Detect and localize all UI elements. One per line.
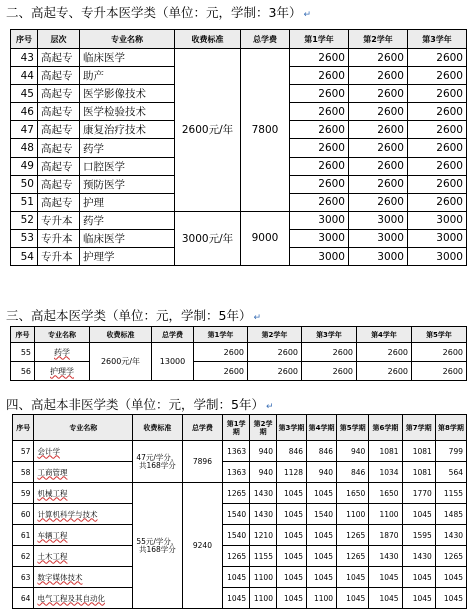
term-fee-cell: 1540 (223, 525, 250, 546)
major-cell: 药学 (35, 343, 90, 362)
section-2-heading: 二、高起专、专升本医学类（单位：元，学制：3年） ↵ (6, 5, 312, 20)
section-4-heading: 四、高起本非医学类（单位：元，学制：5年） ↵ (6, 397, 274, 412)
term-fee-cell: 846 (276, 441, 306, 462)
table-row (13, 504, 467, 525)
year-fee-cell: 3000 (290, 229, 349, 247)
year-fee-cell: 3000 (349, 229, 408, 247)
major-cell: 工商管理 (34, 462, 133, 483)
col-header: 第7学期 (402, 415, 435, 441)
row-number-cell: 54 (11, 248, 38, 266)
term-fee-cell: 1363 (223, 441, 250, 462)
col-header: 收费标准 (175, 30, 241, 49)
major-cell: 护理 (80, 193, 175, 211)
year-fee-cell: 2600 (290, 193, 349, 211)
term-fee-cell: 1430 (250, 483, 277, 504)
term-fee-cell: 1045 (276, 546, 306, 567)
col-header: 第3学年 (408, 30, 467, 49)
col-header: 第5学期 (337, 415, 369, 441)
term-fee-cell: 1430 (369, 546, 402, 567)
year-fee-cell: 2600 (349, 67, 408, 85)
col-header: 第8学期 (435, 415, 466, 441)
year-fee-cell: 2600 (357, 343, 412, 362)
table-header-row (11, 327, 467, 343)
term-fee-cell: 1430 (435, 525, 466, 546)
col-header: 第2学年 (248, 327, 302, 343)
row-number-cell: 57 (13, 441, 34, 462)
row-number-cell: 63 (13, 567, 34, 588)
total-fee-cell: 13000 (152, 343, 194, 381)
col-header: 总学费 (182, 415, 223, 441)
major-cell: 康复治疗技术 (80, 121, 175, 139)
total-fee-cell: 7800 (241, 49, 290, 212)
term-fee-cell: 1265 (435, 546, 466, 567)
term-fee-cell: 1045 (435, 588, 466, 609)
term-fee-cell: 846 (307, 441, 337, 462)
year-fee-cell: 2600 (408, 85, 467, 103)
term-fee-cell: 1045 (307, 546, 337, 567)
level-cell: 高起专 (38, 67, 80, 85)
total-fee-cell: 9240 (182, 483, 223, 609)
term-fee-cell: 846 (337, 462, 369, 483)
col-header: 专业名称 (35, 327, 90, 343)
table-row (13, 567, 467, 588)
major-cell: 会计学 (34, 441, 133, 462)
section-3-heading: 三、高起本医学类（单位：元，学制：5年） ↵ (6, 308, 262, 323)
term-fee-cell: 1045 (337, 567, 369, 588)
term-fee-cell: 1045 (276, 588, 306, 609)
table-non-medical (12, 414, 467, 609)
table-medical-3yr (10, 29, 467, 266)
term-fee-cell: 1770 (402, 483, 435, 504)
year-fee-cell: 2600 (290, 49, 349, 67)
term-fee-cell: 1100 (307, 588, 337, 609)
major-cell: 计算机科学与技术 (34, 504, 133, 525)
col-header: 第5学年 (412, 327, 467, 343)
major-cell: 药学 (80, 211, 175, 229)
level-cell: 高起专 (38, 103, 80, 121)
term-fee-cell: 1034 (369, 462, 402, 483)
term-fee-cell: 1045 (276, 483, 306, 504)
col-header: 总学费 (152, 327, 194, 343)
term-fee-cell: 1540 (223, 504, 250, 525)
col-header: 第4学年 (357, 327, 412, 343)
term-fee-cell: 1430 (250, 504, 277, 525)
row-number-cell: 56 (11, 362, 35, 381)
term-fee-cell: 1650 (337, 483, 369, 504)
major-cell: 车辆工程 (34, 525, 133, 546)
major-cell: 临床医学 (80, 49, 175, 67)
year-fee-cell: 2600 (408, 175, 467, 193)
term-fee-cell: 1045 (402, 567, 435, 588)
row-number-cell: 53 (11, 229, 38, 247)
year-fee-cell: 2600 (412, 362, 467, 381)
year-fee-cell: 2600 (349, 85, 408, 103)
major-cell: 数字媒体技术 (34, 567, 133, 588)
term-fee-cell: 1045 (435, 567, 466, 588)
col-header: 层次 (38, 30, 80, 49)
term-fee-cell: 1430 (402, 546, 435, 567)
table-row (11, 343, 467, 362)
major-cell: 护理学 (80, 248, 175, 266)
year-fee-cell: 2600 (408, 67, 467, 85)
total-fee-cell: 9000 (241, 211, 290, 265)
table-header-row (11, 30, 467, 49)
major-cell: 临床医学 (80, 229, 175, 247)
row-number-cell: 55 (11, 343, 35, 362)
fee-standard-cell: 55元/学分，共168学分 (133, 483, 182, 609)
term-fee-cell: 1045 (223, 588, 250, 609)
col-header: 收费标准 (133, 415, 182, 441)
year-fee-cell: 2600 (408, 139, 467, 157)
level-cell: 专升本 (38, 248, 80, 266)
col-header: 收费标准 (90, 327, 152, 343)
row-number-cell: 61 (13, 525, 34, 546)
year-fee-cell: 2600 (357, 362, 412, 381)
year-fee-cell: 2600 (302, 343, 357, 362)
year-fee-cell: 2600 (290, 157, 349, 175)
fee-standard-cell: 3000元/年 (175, 211, 241, 265)
year-fee-cell: 2600 (408, 157, 467, 175)
term-fee-cell: 1045 (337, 588, 369, 609)
row-number-cell: 64 (13, 588, 34, 609)
term-fee-cell: 1363 (223, 462, 250, 483)
year-fee-cell: 3000 (408, 211, 467, 229)
term-fee-cell: 564 (435, 462, 466, 483)
row-number-cell: 43 (11, 49, 38, 67)
col-header: 第6学期 (369, 415, 402, 441)
term-fee-cell: 1265 (223, 546, 250, 567)
col-header: 第2学期 (250, 415, 277, 441)
table-row (11, 211, 467, 229)
major-cell: 医学检验技术 (80, 103, 175, 121)
year-fee-cell: 2600 (194, 343, 248, 362)
year-fee-cell: 2600 (349, 121, 408, 139)
row-number-cell: 47 (11, 121, 38, 139)
row-number-cell: 50 (11, 175, 38, 193)
year-fee-cell: 2600 (412, 343, 467, 362)
term-fee-cell: 1650 (369, 483, 402, 504)
col-header: 第1学年 (194, 327, 248, 343)
col-header: 第1学年 (290, 30, 349, 49)
term-fee-cell: 1265 (337, 525, 369, 546)
row-number-cell: 46 (11, 103, 38, 121)
term-fee-cell: 1540 (307, 504, 337, 525)
term-fee-cell: 1155 (435, 483, 466, 504)
term-fee-cell: 1045 (223, 567, 250, 588)
major-cell: 口腔医学 (80, 157, 175, 175)
year-fee-cell: 3000 (349, 248, 408, 266)
row-number-cell: 62 (13, 546, 34, 567)
term-fee-cell: 1210 (250, 525, 277, 546)
term-fee-cell: 1045 (307, 567, 337, 588)
row-number-cell: 60 (13, 504, 34, 525)
year-fee-cell: 2600 (349, 193, 408, 211)
term-fee-cell: 1128 (276, 462, 306, 483)
fee-standard-cell: 2600元/年 (90, 343, 152, 381)
row-number-cell: 49 (11, 157, 38, 175)
row-number-cell: 58 (13, 462, 34, 483)
col-header: 专业名称 (34, 415, 133, 441)
year-fee-cell: 2600 (349, 49, 408, 67)
term-fee-cell: 1265 (337, 546, 369, 567)
year-fee-cell: 2600 (302, 362, 357, 381)
table-row (13, 546, 467, 567)
level-cell: 高起专 (38, 85, 80, 103)
table-medical-5yr (10, 326, 467, 381)
term-fee-cell: 1100 (250, 588, 277, 609)
year-fee-cell: 2600 (408, 121, 467, 139)
year-fee-cell: 2600 (408, 193, 467, 211)
year-fee-cell: 3000 (408, 248, 467, 266)
year-fee-cell: 3000 (290, 248, 349, 266)
total-fee-cell: 7896 (182, 441, 223, 483)
year-fee-cell: 2600 (290, 121, 349, 139)
term-fee-cell: 1485 (435, 504, 466, 525)
term-fee-cell: 1081 (402, 441, 435, 462)
table-row (13, 441, 467, 462)
term-fee-cell: 940 (307, 462, 337, 483)
level-cell: 高起专 (38, 49, 80, 67)
level-cell: 高起专 (38, 157, 80, 175)
year-fee-cell: 2600 (290, 67, 349, 85)
major-cell: 医学影像技术 (80, 85, 175, 103)
row-number-cell: 59 (13, 483, 34, 504)
major-cell: 护理学 (35, 362, 90, 381)
year-fee-cell: 3000 (349, 211, 408, 229)
col-header: 第1学期 (223, 415, 250, 441)
level-cell: 专升本 (38, 211, 80, 229)
table-row (13, 588, 467, 609)
term-fee-cell: 1045 (369, 588, 402, 609)
table-row (13, 462, 467, 483)
term-fee-cell: 1870 (369, 525, 402, 546)
term-fee-cell: 1045 (276, 504, 306, 525)
row-number-cell: 48 (11, 139, 38, 157)
level-cell: 高起专 (38, 121, 80, 139)
col-header: 第2学年 (349, 30, 408, 49)
year-fee-cell: 2600 (349, 139, 408, 157)
year-fee-cell: 3000 (408, 229, 467, 247)
term-fee-cell: 1100 (369, 504, 402, 525)
term-fee-cell: 940 (250, 441, 277, 462)
major-cell: 预防医学 (80, 175, 175, 193)
major-cell: 土木工程 (34, 546, 133, 567)
table-header-row (13, 415, 467, 441)
term-fee-cell: 1045 (307, 525, 337, 546)
year-fee-cell: 3000 (290, 211, 349, 229)
term-fee-cell: 1155 (250, 546, 277, 567)
year-fee-cell: 2600 (349, 157, 408, 175)
year-fee-cell: 2600 (194, 362, 248, 381)
year-fee-cell: 2600 (248, 362, 302, 381)
year-fee-cell: 2600 (408, 49, 467, 67)
year-fee-cell: 2600 (248, 343, 302, 362)
level-cell: 高起专 (38, 175, 80, 193)
term-fee-cell: 1595 (402, 525, 435, 546)
major-cell: 机械工程 (34, 483, 133, 504)
col-header: 第3学期 (276, 415, 306, 441)
fee-standard-cell: 47元/学分，共168学分 (133, 441, 182, 483)
major-cell: 药学 (80, 139, 175, 157)
major-cell: 助产 (80, 67, 175, 85)
term-fee-cell: 1265 (223, 483, 250, 504)
col-header: 序号 (13, 415, 34, 441)
term-fee-cell: 940 (337, 441, 369, 462)
term-fee-cell: 1100 (337, 504, 369, 525)
term-fee-cell: 1081 (369, 441, 402, 462)
table-row (11, 362, 467, 381)
row-number-cell: 51 (11, 193, 38, 211)
col-header: 第4学期 (307, 415, 337, 441)
year-fee-cell: 2600 (290, 139, 349, 157)
level-cell: 高起专 (38, 193, 80, 211)
col-header: 序号 (11, 30, 38, 49)
table-row (13, 525, 467, 546)
term-fee-cell: 1045 (402, 588, 435, 609)
col-header: 第3学年 (302, 327, 357, 343)
col-header: 序号 (11, 327, 35, 343)
row-number-cell: 44 (11, 67, 38, 85)
term-fee-cell: 1045 (276, 525, 306, 546)
year-fee-cell: 2600 (349, 175, 408, 193)
col-header: 专业名称 (80, 30, 175, 49)
table-row (13, 483, 467, 504)
level-cell: 专升本 (38, 229, 80, 247)
row-number-cell: 45 (11, 85, 38, 103)
term-fee-cell: 1100 (250, 567, 277, 588)
term-fee-cell: 799 (435, 441, 466, 462)
term-fee-cell: 1045 (369, 567, 402, 588)
term-fee-cell: 1045 (276, 567, 306, 588)
col-header: 总学费 (241, 30, 290, 49)
table-row (11, 49, 467, 67)
term-fee-cell: 1045 (307, 483, 337, 504)
term-fee-cell: 940 (250, 462, 277, 483)
row-number-cell: 52 (11, 211, 38, 229)
year-fee-cell: 2600 (290, 175, 349, 193)
term-fee-cell: 1081 (402, 462, 435, 483)
year-fee-cell: 2600 (290, 103, 349, 121)
year-fee-cell: 2600 (408, 103, 467, 121)
year-fee-cell: 2600 (290, 85, 349, 103)
term-fee-cell: 1045 (402, 504, 435, 525)
level-cell: 高起专 (38, 139, 80, 157)
year-fee-cell: 2600 (349, 103, 408, 121)
fee-standard-cell: 2600元/年 (175, 49, 241, 212)
major-cell: 电气工程及其自动化 (34, 588, 133, 609)
